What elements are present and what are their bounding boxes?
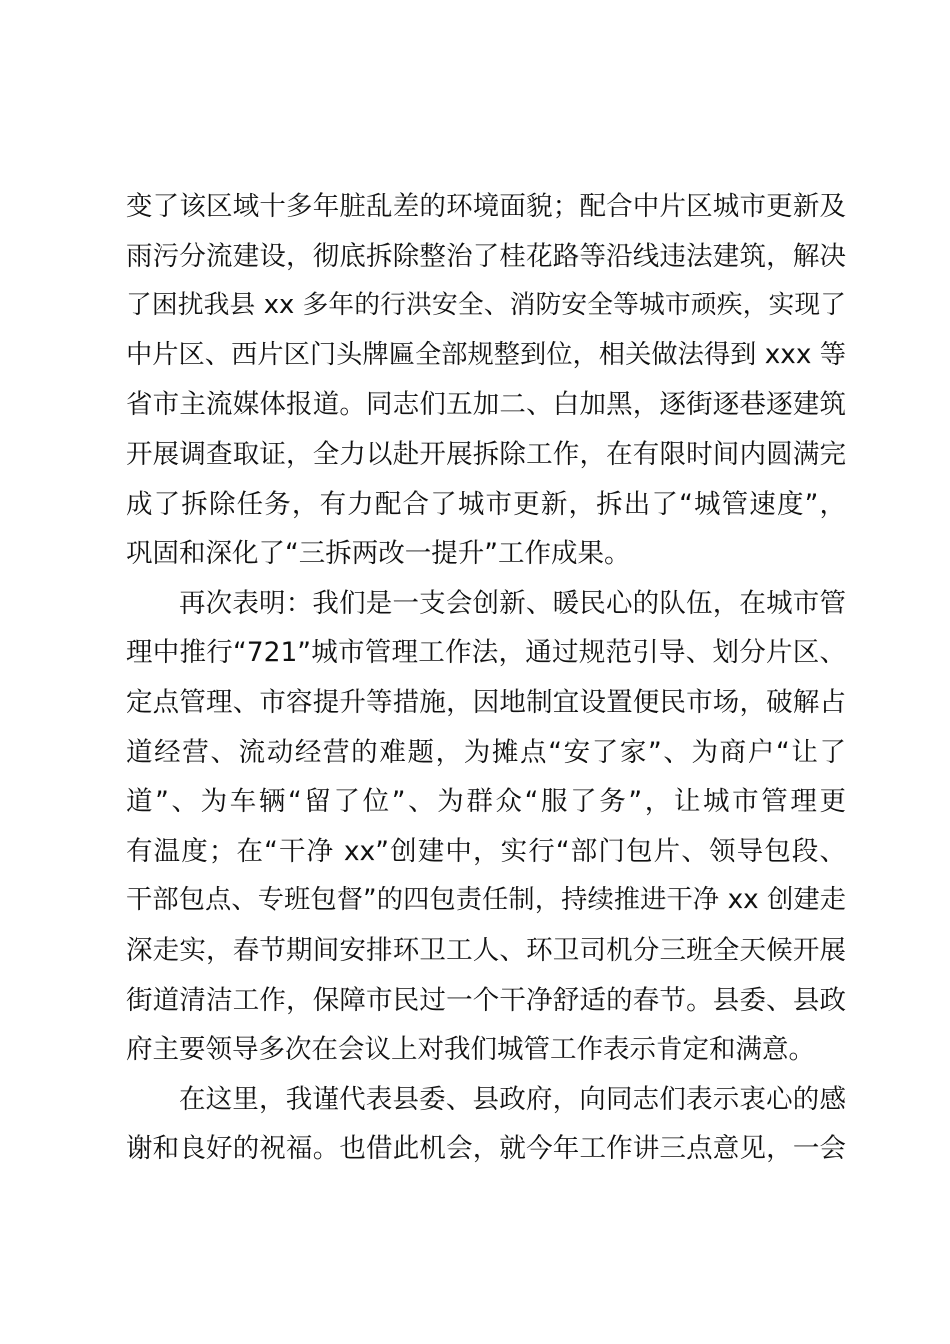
text-line: 再次表明：我们是一支会创新、暖民心的队伍，在城市管 <box>179 587 846 619</box>
body-text <box>126 182 846 1174</box>
text-line: 理中推行“721”城市管理工作法，通过规范引导、划分片区、 <box>126 637 846 669</box>
text-line: 定点管理、市容提升等措施，因地制宜设置便民市场，破解占 <box>126 686 846 718</box>
text-line: 有温度；在“干净 xx”创建中，实行“部门包片、领导包段、 <box>126 835 846 867</box>
paragraph-1 <box>126 182 846 579</box>
text-line: 街道清洁工作，保障市民过一个干净舒适的春节。县委、县政 <box>126 984 846 1016</box>
paragraph-3 <box>126 1075 846 1174</box>
text-line: 开展调查取证，全力以赴开展拆除工作，在有限时间内圆满完 <box>126 438 846 470</box>
text-line: 府主要领导多次在会议上对我们城管工作表示肯定和满意。 <box>126 1034 815 1066</box>
text-line: 中片区、西片区门头牌匾全部规整到位，相关做法得到 xxx 等 <box>126 339 846 370</box>
text-line: 了困扰我县 xx 多年的行洪安全、消防安全等城市顽疾，实现了 <box>126 290 846 321</box>
text-line: 省市主流媒体报道。同志们五加二、白加黑，逐街逐巷逐建筑 <box>126 389 846 421</box>
text-line: 巩固和深化了“三拆两改一提升”工作成果。 <box>126 538 631 570</box>
text-line: 变了该区域十多年脏乱差的环境面貌；配合中片区城市更新及 <box>126 191 846 222</box>
text-line: 雨污分流建设，彻底拆除整治了桂花路等沿线违法建筑，解决 <box>126 240 846 272</box>
text-line: 深走实，春节期间安排环卫工人、环卫司机分三班全天候开展 <box>126 934 846 966</box>
text-line: 谢和良好的祝福。也借此机会，就今年工作讲三点意见，一会 <box>126 1133 846 1165</box>
text-line: 干部包点、专班包督”的四包责任制，持续推进干净 xx 创建走 <box>126 885 846 916</box>
text-line: 在这里，我谨代表县委、县政府，向同志们表示衷心的感 <box>179 1083 846 1115</box>
text-line: 成了拆除任务，有力配合了城市更新，拆出了“城管速度”， <box>126 488 846 520</box>
text-line: 道经营、流动经营的难题，为摊点“安了家”、为商户“让了 <box>126 736 846 768</box>
paragraph-2 <box>126 579 846 1075</box>
text-line: 道”、为车辆“留了位”、为群众“服了务”，让城市管理更 <box>126 786 846 818</box>
